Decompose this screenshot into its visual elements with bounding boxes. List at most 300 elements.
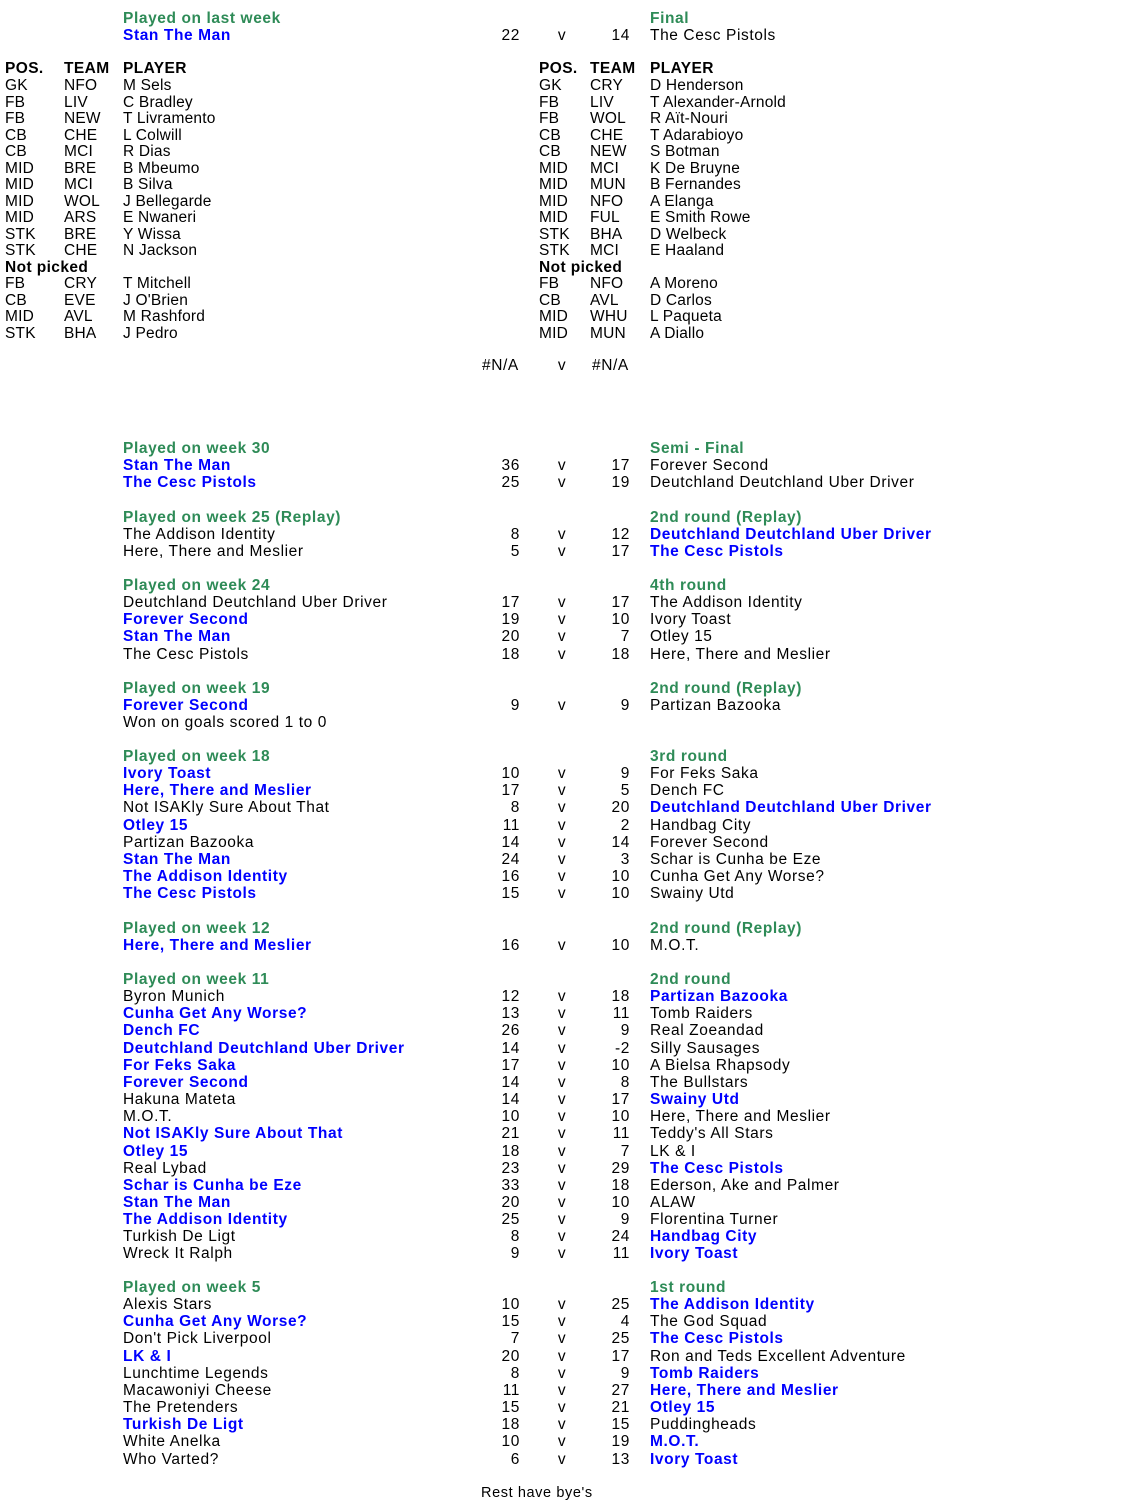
left-lineup-team: BRE [64,226,97,243]
right-lineup-player: T Adarabioyo [650,127,744,144]
home-team: Hakuna Mateta [123,1091,236,1108]
home-score: 14 [501,1091,520,1108]
right-lineup-position: STK [539,242,570,259]
home-score: 15 [501,885,520,902]
home-team: The Cesc Pistols [123,474,257,491]
away-score: 10 [611,1194,630,1211]
away-team: The Cesc Pistols [650,1330,784,1347]
away-team: Here, There and Meslier [650,1108,831,1125]
home-score: 18 [501,1143,520,1160]
away-score: 15 [611,1416,630,1433]
away-score: 9 [620,1365,630,1382]
round-played-label: Played on week 19 [123,680,271,697]
versus: v [557,474,567,491]
final-home-score: 22 [501,27,520,44]
final-home-team: Stan The Man [123,27,231,44]
left-lineup-position: STK [5,226,36,243]
home-team: Partizan Bazooka [123,834,255,851]
away-score: 29 [611,1160,630,1177]
away-team: The Cesc Pistols [650,543,784,560]
left-lineup-player: J Bellegarde [123,193,212,210]
home-score: 8 [510,799,520,816]
away-team: Silly Sausages [650,1040,761,1057]
versus: v [557,1382,567,1399]
right-bench-player: A Diallo [650,325,705,342]
left-total: #N/A [482,357,519,374]
versus: v [557,1091,567,1108]
left-lineup-player: T Livramento [123,110,216,127]
left-bench-player: M Rashford [123,308,206,325]
left-bench-position: MID [5,308,35,325]
home-team: Not ISAKly Sure About That [123,799,330,816]
home-score: 15 [501,1399,520,1416]
versus: v [557,543,567,560]
left-lineup-team: LIV [64,94,88,111]
home-score: 26 [501,1022,520,1039]
away-score: 11 [612,1245,630,1262]
away-team: Otley 15 [650,1399,716,1416]
away-team: Ron and Teds Excellent Adventure [650,1348,906,1365]
away-team: M.O.T. [650,937,700,954]
versus: v [557,1074,567,1091]
home-team: The Cesc Pistols [123,646,249,663]
right-lineup-team: CHE [590,127,624,144]
home-team: Macawoniyi Cheese [123,1382,272,1399]
home-score: 14 [501,1040,520,1057]
home-team: Deutchland Deutchland Uber Driver [123,594,388,611]
home-team: The Addison Identity [123,868,288,885]
home-score: 25 [501,1211,520,1228]
right-lineup-player: E Haaland [650,242,725,259]
versus: v [557,834,567,851]
away-score: 5 [620,782,630,799]
left-lineup-player: N Jackson [123,242,198,259]
away-team: Swainy Utd [650,1091,740,1108]
left-lineup-position: MID [5,160,35,177]
home-score: 10 [501,1433,520,1450]
home-score: 12 [501,988,520,1005]
away-team: Cunha Get Any Worse? [650,868,825,885]
right-lineup-position: FB [539,110,560,127]
home-score: 14 [501,1074,520,1091]
round-name-label: 2nd round (Replay) [650,920,803,937]
right-bench-team: MUN [590,325,626,342]
final-played-label: Played on last week [123,10,281,27]
home-team: Alexis Stars [123,1296,213,1313]
versus: v [557,457,567,474]
versus: v [557,1313,567,1330]
home-team: Who Varted? [123,1451,219,1468]
away-team: Tomb Raiders [650,1005,753,1022]
right-lineup-team: NEW [590,143,627,160]
away-score: 9 [620,697,630,714]
versus: v [557,851,567,868]
home-team: Cunha Get Any Worse? [123,1005,308,1022]
left-lineup-team: CHE [64,127,98,144]
away-score: 27 [611,1382,630,1399]
away-score: 21 [611,1399,630,1416]
away-team: Swainy Utd [650,885,735,902]
home-score: 8 [510,526,520,543]
round-played-label: Played on week 12 [123,920,271,937]
away-team: Partizan Bazooka [650,697,782,714]
right-lineup-player: R Aït-Nouri [650,110,728,127]
away-score: 4 [620,1313,630,1330]
left-bench-player: J O'Brien [123,292,189,309]
right-lineup-position: CB [539,143,561,160]
versus: v [557,628,567,645]
left-lineup-team: NFO [64,77,98,94]
versus: v [557,1057,567,1074]
away-team: M.O.T. [650,1433,700,1450]
left-lineup-team: WOL [64,193,100,210]
away-team: The Addison Identity [650,1296,815,1313]
left-lineup-player: C Bradley [123,94,193,111]
away-team: Puddingheads [650,1416,757,1433]
round-played-label: Played on week 5 [123,1279,261,1296]
left-bench-team: AVL [64,308,93,325]
away-score: 9 [620,765,630,782]
versus: v [557,526,567,543]
home-score: 13 [501,1005,520,1022]
home-score: 10 [501,765,520,782]
home-team: Here, There and Meslier [123,782,312,799]
home-team: Real Lybad [123,1160,207,1177]
right-bench-team: NFO [590,275,624,292]
left-lineup-player: L Colwill [123,127,182,144]
round-note: Won on goals scored 1 to 0 [123,714,328,731]
right-bench-team: AVL [590,292,619,309]
versus: v [557,1005,567,1022]
final-away-team: The Cesc Pistols [650,27,776,44]
left-lineup-player: B Silva [123,176,173,193]
away-score: 10 [611,868,630,885]
right-not-picked-label: Not picked [539,259,623,276]
home-team: Here, There and Meslier [123,937,312,954]
versus: v [557,1399,567,1416]
right-lineup-position: CB [539,127,561,144]
away-score: 2 [620,817,630,834]
away-team: LK & I [650,1143,696,1160]
away-score: 18 [611,1177,630,1194]
totals-versus: v [557,357,567,374]
versus: v [557,1194,567,1211]
home-score: 15 [501,1313,520,1330]
left-lineup-position: STK [5,242,36,259]
home-score: 20 [501,1194,520,1211]
away-score: 18 [611,988,630,1005]
home-score: 17 [501,594,520,611]
home-score: 11 [502,1382,520,1399]
left-bench-player: T Mitchell [123,275,192,292]
versus: v [557,1433,567,1450]
round-name-label: 2nd round (Replay) [650,680,803,697]
home-score: 5 [510,543,520,560]
right-bench-team: WHU [590,308,628,325]
away-team: Tomb Raiders [650,1365,760,1382]
away-score: 7 [620,628,630,645]
away-team: Otley 15 [650,628,713,645]
away-team: Here, There and Meslier [650,1382,839,1399]
right-bench-player: L Paqueta [650,308,722,325]
away-score: 9 [620,1022,630,1039]
home-score: 20 [501,1348,520,1365]
versus: v [557,1416,567,1433]
away-team: The God Squad [650,1313,768,1330]
right-lineup-position: MID [539,193,569,210]
away-team: ALAW [650,1194,696,1211]
round-played-label: Played on week 30 [123,440,271,457]
home-team: Turkish De Ligt [123,1416,244,1433]
versus: v [557,1348,567,1365]
home-team: Schar is Cunha be Eze [123,1177,302,1194]
versus: v [557,799,567,816]
right-lineup-team: FUL [590,209,620,226]
home-team: Otley 15 [123,1143,189,1160]
home-score: 14 [501,834,520,851]
home-score: 7 [510,1330,520,1347]
home-team: Stan The Man [123,1194,231,1211]
away-team: A Bielsa Rhapsody [650,1057,791,1074]
left-lineup-position: FB [5,110,26,127]
home-score: 17 [501,1057,520,1074]
right-lineup-player: A Elanga [650,193,714,210]
away-score: 10 [611,1108,630,1125]
away-score: 20 [611,799,630,816]
home-team: M.O.T. [123,1108,173,1125]
away-score: 10 [611,937,630,954]
versus: v [557,1211,567,1228]
home-team: Not ISAKly Sure About That [123,1125,343,1142]
right-bench-position: MID [539,308,569,325]
home-score: 8 [510,1365,520,1382]
round-name-label: 2nd round (Replay) [650,509,803,526]
home-team: Forever Second [123,611,249,628]
round-played-label: Played on week 18 [123,748,271,765]
versus: v [557,1296,567,1313]
footer-note: Rest have bye's [481,1485,593,1501]
right-lineup-team: MUN [590,176,626,193]
versus: v [557,988,567,1005]
away-team: The Cesc Pistols [650,1160,784,1177]
home-score: 8 [510,1228,520,1245]
home-team: Lunchtime Legends [123,1365,269,1382]
away-team: Handbag City [650,1228,758,1245]
right-pos-header: POS. [539,60,578,77]
versus: v [557,782,567,799]
versus: v [557,1330,567,1347]
left-player-header: PLAYER [123,60,187,77]
left-lineup-position: GK [5,77,28,94]
versus: v [557,868,567,885]
versus: v [557,1143,567,1160]
home-team: Otley 15 [123,817,189,834]
versus: v [557,594,567,611]
final-versus: v [557,27,567,44]
away-team: Dench FC [650,782,725,799]
right-lineup-team: MCI [590,160,620,177]
home-team: For Feks Saka [123,1057,236,1074]
right-bench-position: CB [539,292,561,309]
versus: v [557,1228,567,1245]
right-player-header: PLAYER [650,60,714,77]
versus: v [557,1245,567,1262]
right-lineup-position: MID [539,209,569,226]
versus: v [557,765,567,782]
away-team: The Bullstars [650,1074,749,1091]
versus: v [557,1125,567,1142]
away-score: 13 [611,1451,630,1468]
versus: v [557,1108,567,1125]
left-bench-position: CB [5,292,27,309]
home-team: LK & I [123,1348,172,1365]
left-lineup-position: MID [5,176,35,193]
home-team: Dench FC [123,1022,201,1039]
right-lineup-team: MCI [590,242,620,259]
home-score: 10 [501,1296,520,1313]
left-not-picked-label: Not picked [5,259,89,276]
left-lineup-position: MID [5,209,35,226]
home-team: Stan The Man [123,851,231,868]
away-score: 10 [611,611,630,628]
home-score: 9 [510,697,520,714]
away-score: 19 [611,1433,630,1450]
versus: v [557,1022,567,1039]
left-bench-team: EVE [64,292,96,309]
right-lineup-team: LIV [590,94,614,111]
versus: v [557,646,567,663]
right-lineup-position: MID [539,176,569,193]
away-team: Real Zoeandad [650,1022,764,1039]
left-lineup-team: ARS [64,209,97,226]
home-score: 20 [501,628,520,645]
home-team: Ivory Toast [123,765,212,782]
round-name-label: 4th round [650,577,727,594]
versus: v [557,885,567,902]
right-bench-player: A Moreno [650,275,718,292]
left-lineup-team: MCI [64,176,94,193]
left-lineup-position: FB [5,94,26,111]
round-played-label: Played on week 25 (Replay) [123,509,342,526]
away-score: 24 [611,1228,630,1245]
right-team-header: TEAM [590,60,636,77]
home-team: Turkish De Ligt [123,1228,236,1245]
home-team: The Cesc Pistols [123,885,257,902]
home-score: 24 [501,851,520,868]
home-team: Forever Second [123,697,249,714]
right-lineup-team: BHA [590,226,623,243]
right-lineup-player: S Botman [650,143,720,160]
versus: v [557,1451,567,1468]
home-score: 16 [501,868,520,885]
away-score: 18 [611,646,630,663]
away-score: 17 [611,1091,630,1108]
round-name-label: 1st round [650,1279,727,1296]
left-lineup-team: BRE [64,160,97,177]
round-name-label: Semi - Final [650,440,745,457]
away-score: -2 [615,1040,630,1057]
away-score: 17 [611,594,630,611]
away-team: Schar is Cunha be Eze [650,851,822,868]
away-team: Ederson, Ake and Palmer [650,1177,840,1194]
right-lineup-player: T Alexander-Arnold [650,94,787,111]
away-team: Florentina Turner [650,1211,779,1228]
away-team: Here, There and Meslier [650,646,831,663]
away-score: 10 [611,1057,630,1074]
home-score: 36 [501,457,520,474]
away-team: Deutchland Deutchland Uber Driver [650,799,932,816]
right-lineup-team: CRY [590,77,624,94]
away-score: 25 [611,1296,630,1313]
home-score: 18 [501,1416,520,1433]
away-score: 11 [612,1005,630,1022]
home-score: 11 [502,817,520,834]
versus: v [557,937,567,954]
right-lineup-position: STK [539,226,570,243]
home-team: Cunha Get Any Worse? [123,1313,308,1330]
right-lineup-team: WOL [590,110,626,127]
left-lineup-team: MCI [64,143,94,160]
left-bench-player: J Pedro [123,325,178,342]
left-bench-position: FB [5,275,26,292]
away-team: Deutchland Deutchland Uber Driver [650,474,915,491]
final-round-label: Final [650,10,690,27]
round-name-label: 3rd round [650,748,728,765]
away-team: The Addison Identity [650,594,803,611]
away-score: 14 [611,834,630,851]
right-lineup-position: FB [539,94,560,111]
left-lineup-position: CB [5,127,27,144]
right-lineup-team: NFO [590,193,624,210]
away-team: Handbag City [650,817,752,834]
right-total: #N/A [592,357,629,374]
right-lineup-player: E Smith Rowe [650,209,751,226]
away-score: 8 [620,1074,630,1091]
left-lineup-team: CHE [64,242,98,259]
home-score: 19 [501,611,520,628]
left-lineup-position: CB [5,143,27,160]
away-team: Teddy's All Stars [650,1125,774,1142]
away-team: Forever Second [650,457,769,474]
home-team: The Pretenders [123,1399,239,1416]
left-team-header: TEAM [64,60,110,77]
home-team: The Addison Identity [123,526,276,543]
right-bench-player: D Carlos [650,292,712,309]
away-score: 25 [611,1330,630,1347]
away-score: 11 [612,1125,630,1142]
away-score: 7 [620,1143,630,1160]
left-bench-team: BHA [64,325,97,342]
left-lineup-player: B Mbeumo [123,160,200,177]
home-score: 17 [501,782,520,799]
versus: v [557,611,567,628]
away-team: Forever Second [650,834,769,851]
right-lineup-player: D Welbeck [650,226,727,243]
versus: v [557,1365,567,1382]
home-team: Stan The Man [123,628,231,645]
left-lineup-player: Y Wissa [123,226,181,243]
home-team: Forever Second [123,1074,249,1091]
round-played-label: Played on week 11 [123,971,270,988]
home-score: 16 [501,937,520,954]
away-score: 9 [620,1211,630,1228]
home-score: 6 [510,1451,520,1468]
away-team: Ivory Toast [650,1451,739,1468]
away-team: Ivory Toast [650,611,732,628]
home-team: Here, There and Meslier [123,543,304,560]
round-name-label: 2nd round [650,971,732,988]
away-score: 10 [611,885,630,902]
